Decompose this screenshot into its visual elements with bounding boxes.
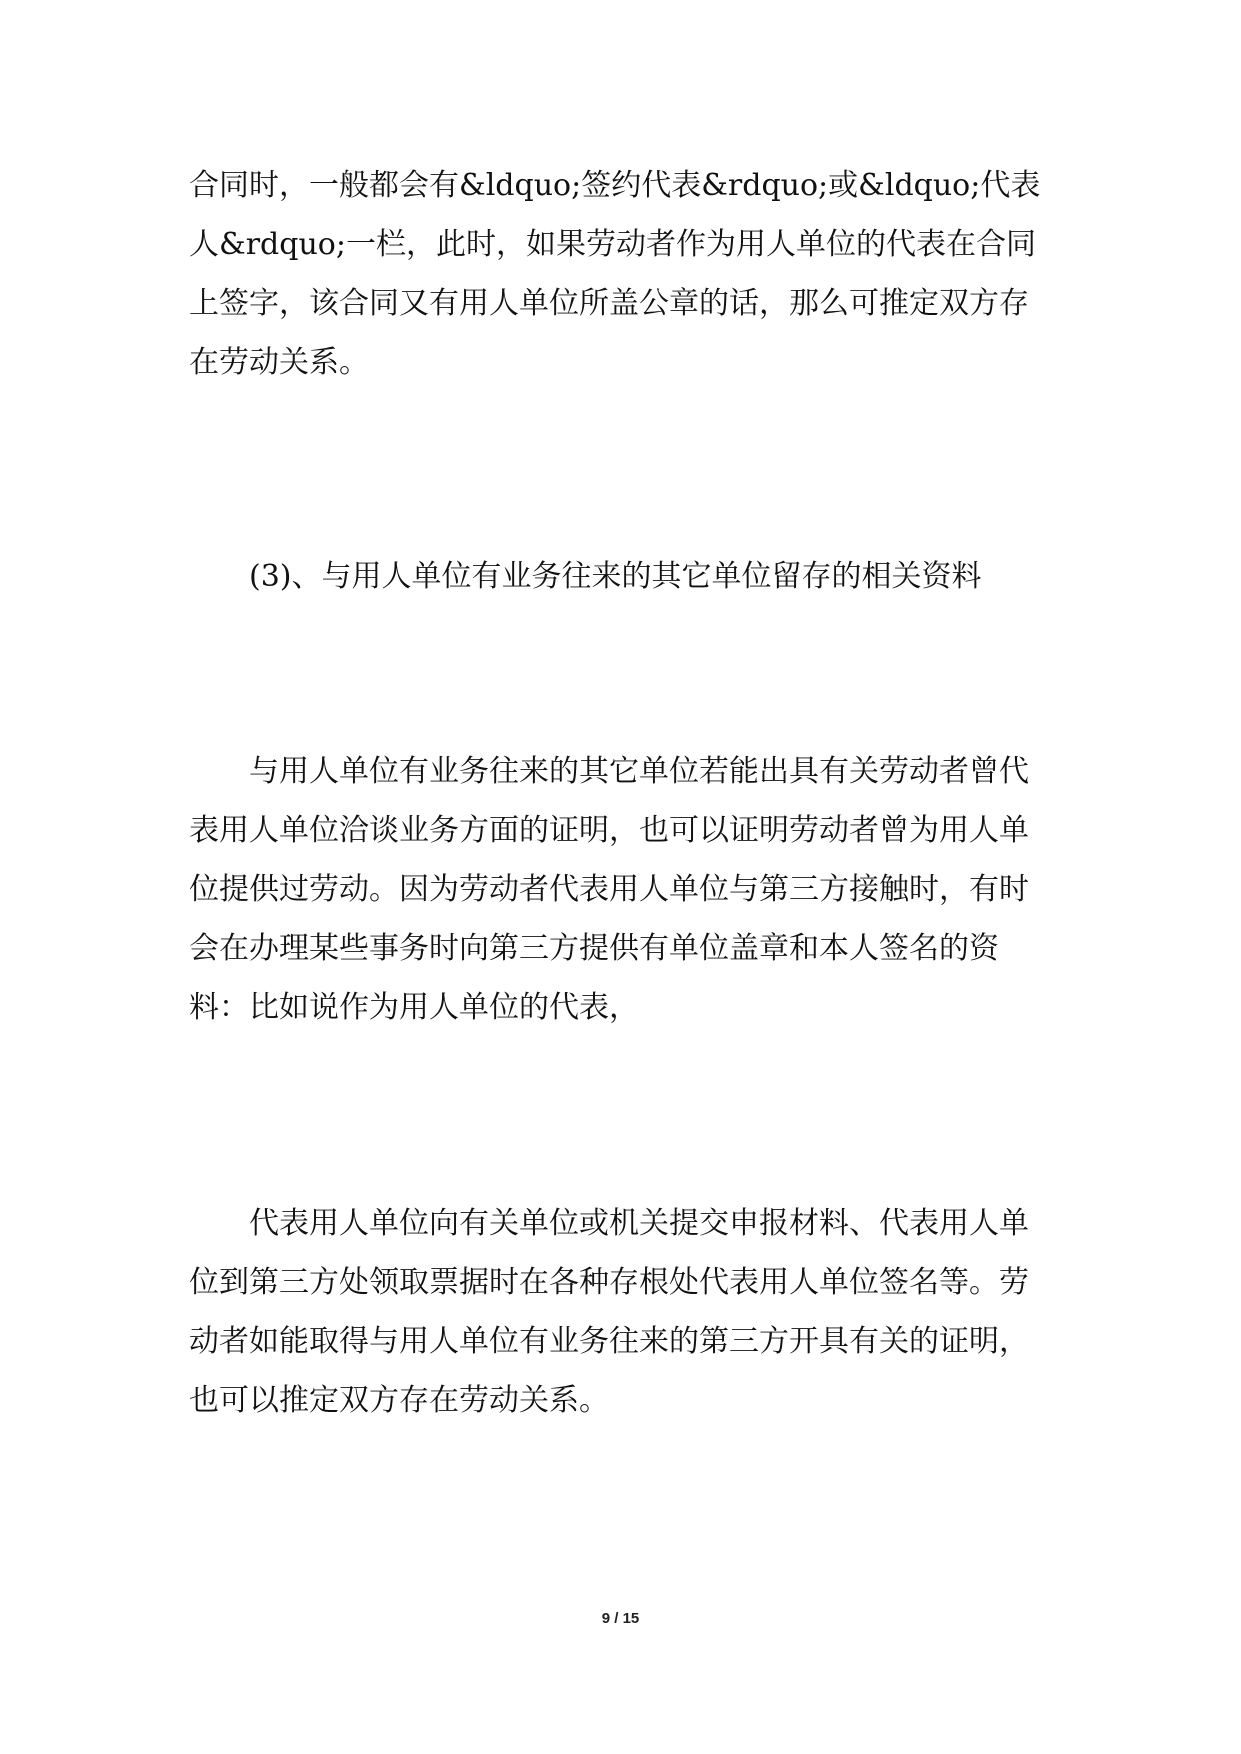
paragraph-contract-signing: 合同时，一般都会有&ldquo;签约代表&rdquo;或&ldquo;代表人&rdquo;一栏，此时，如果劳动者作为用人单位的代表在合同上签字，该合同又有用人单位所盖公章的话，那么可推定双方存在劳动关系。	[189, 168, 1041, 380]
page-number: 9 / 15	[601, 1610, 640, 1627]
section-heading-3: (3)、与用人单位有业务往来的其它单位留存的相关资料	[249, 559, 982, 594]
paragraph-representative-actions: 代表用人单位向有关单位或机关提交申报材料、代表用人单位到第三方处领取票据时在各种存根处代表用人单位签名等。劳动者如能取得与用人单位有业务往来的第三方开具有关的证明，也可以推定双方存在劳动关系。	[189, 1206, 1029, 1418]
paragraph-third-party-proof: 与用人单位有业务往来的其它单位若能出具有关劳动者曾代表用人单位洽谈业务方面的证明，也可以证明劳动者曾为用人单位提供过劳动。因为劳动者代表用人单位与第三方接触时，有时会在办理某些事务时向第三方提供有单位盖章和本人签名的资料：比如说作为用人单位的代表，	[189, 754, 1029, 1025]
